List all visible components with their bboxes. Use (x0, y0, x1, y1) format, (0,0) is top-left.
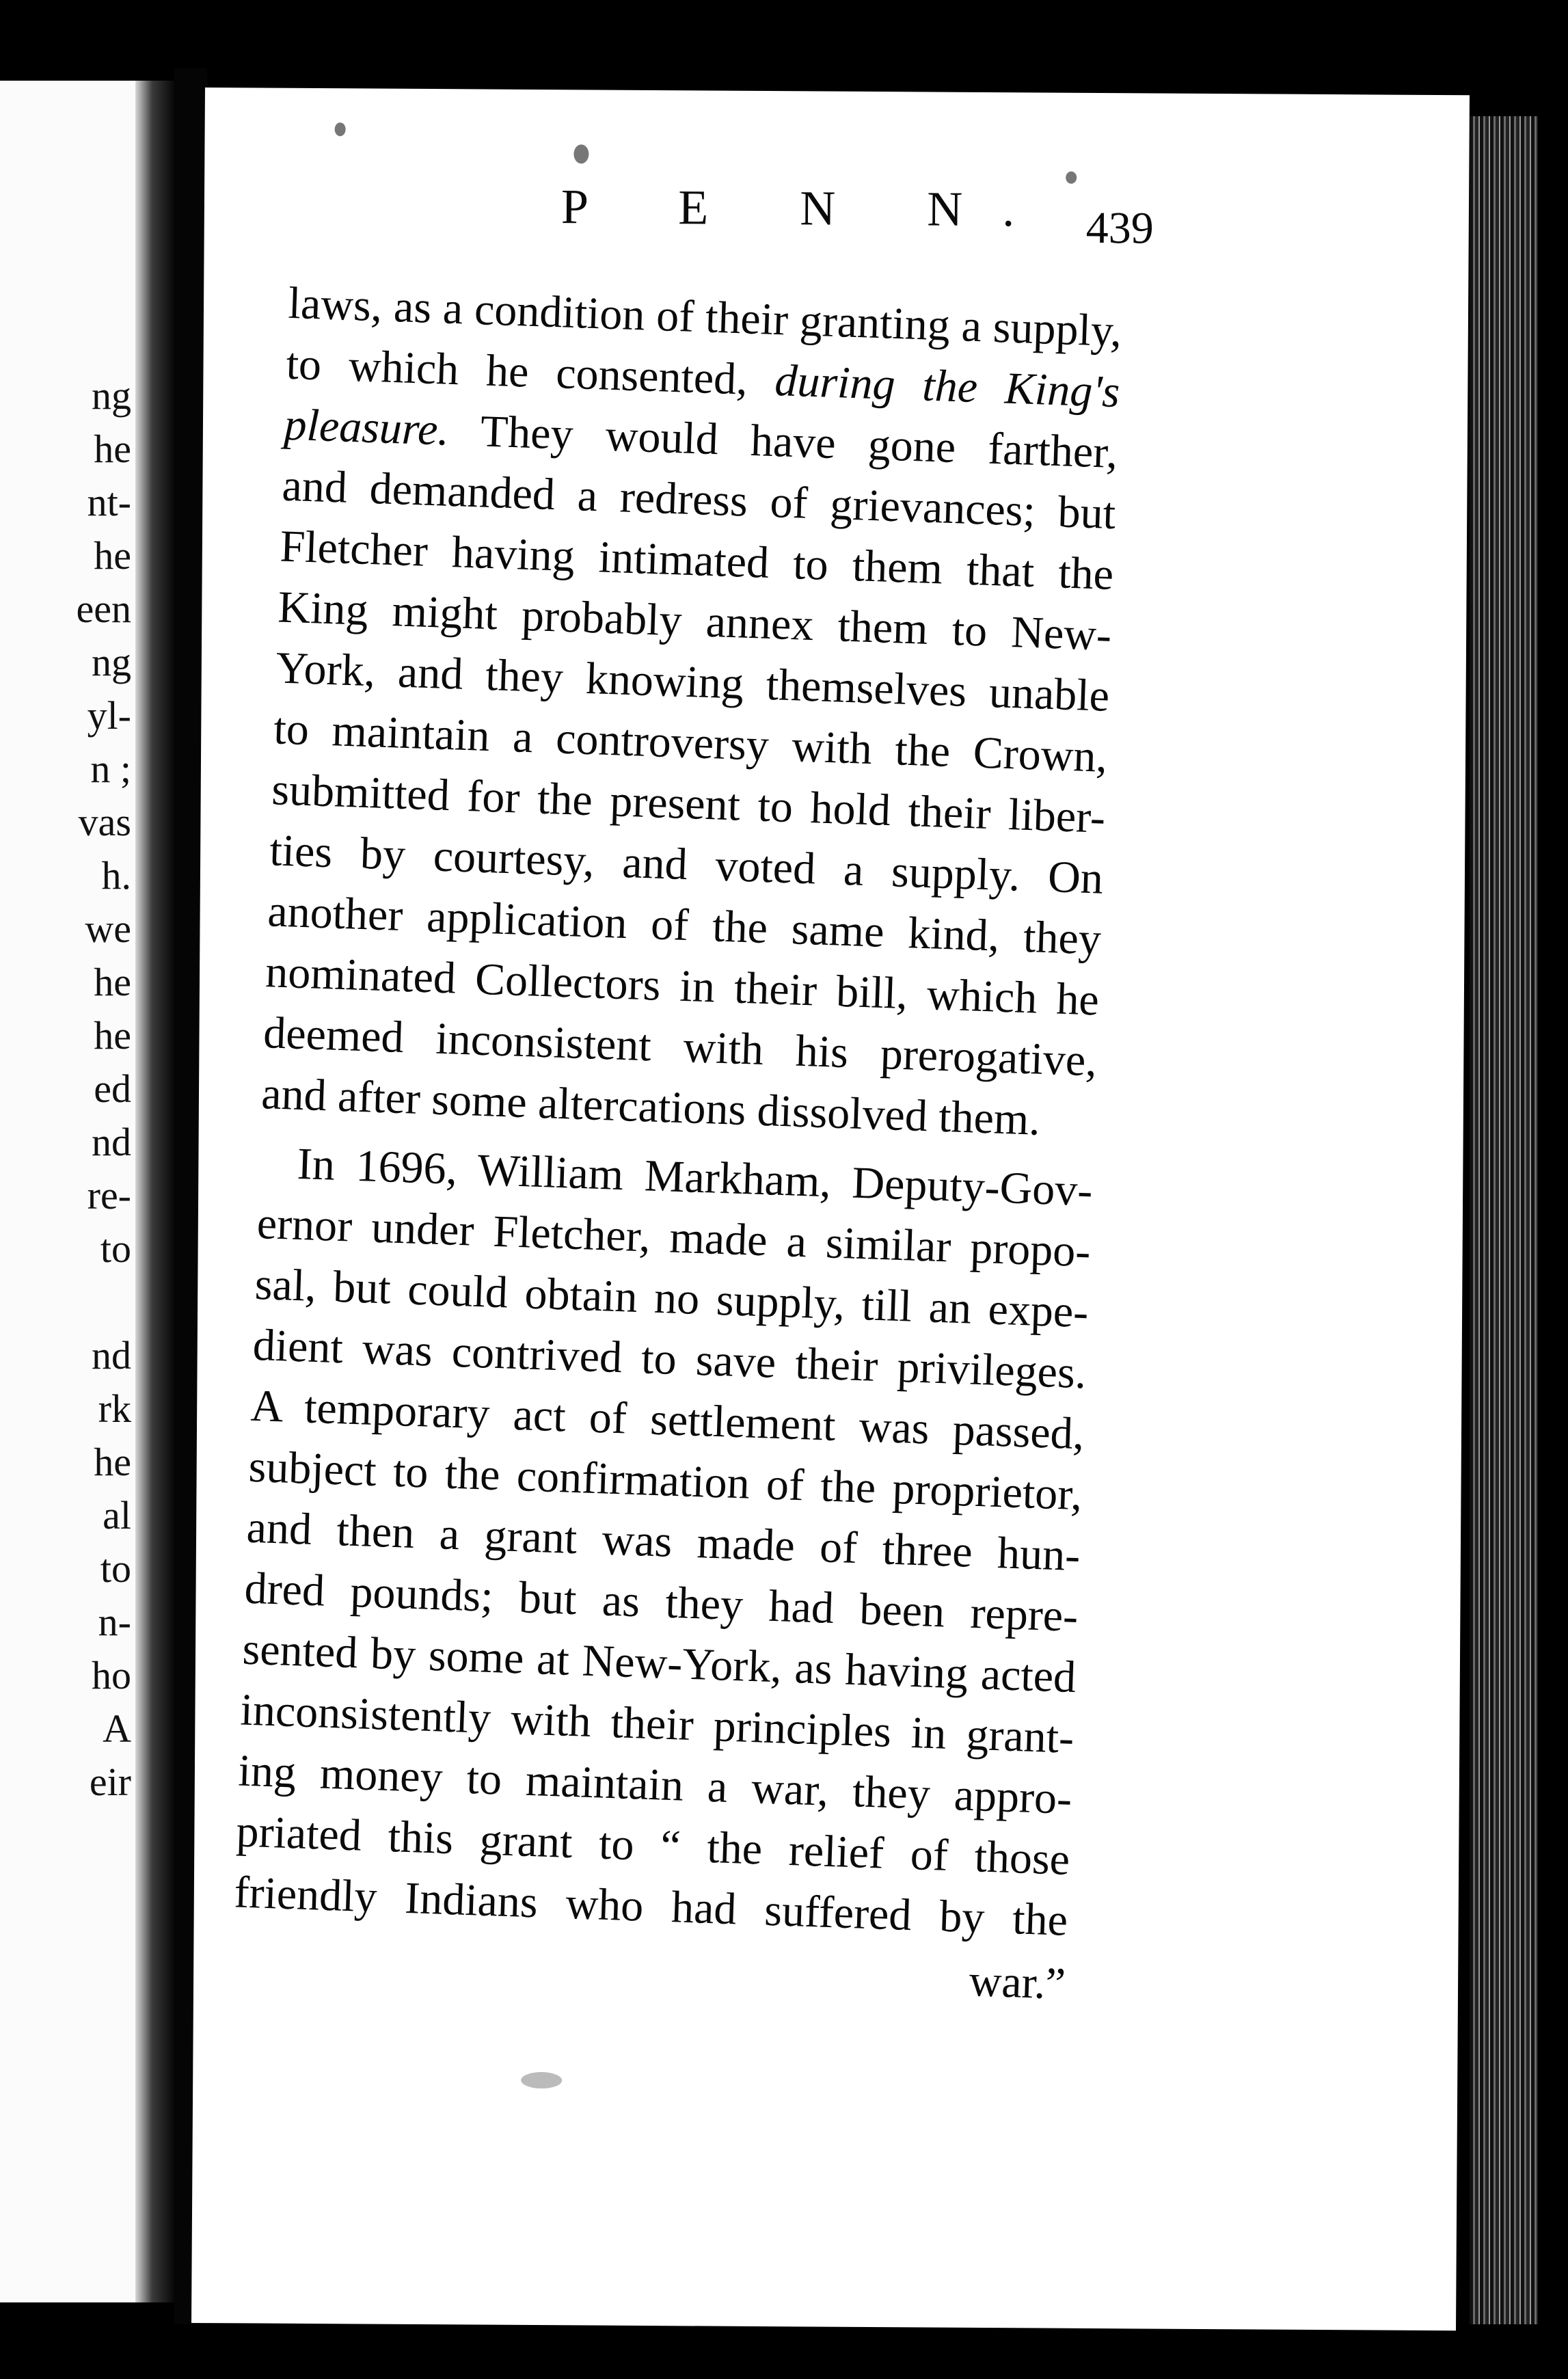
italic-phrase: pleasure. (283, 399, 450, 455)
text-line: In 1696, William Markham, Deputy-Gov- (296, 1138, 1094, 1216)
left-page-fragment: he (94, 427, 131, 471)
left-page-fragment: he (94, 1013, 131, 1058)
left-page-fragment: nd (92, 1120, 131, 1164)
text-line: and then a grant was made of three hun- (245, 1502, 1081, 1581)
left-page-fragment: n- (98, 1600, 131, 1644)
right-page (191, 88, 1470, 2330)
left-page-fragment: we (85, 906, 131, 951)
text-line: dient was contrived to save their privileges. (252, 1319, 1087, 1399)
left-page-fragment: h. (101, 853, 131, 898)
left-page-fragment: to (100, 1546, 131, 1591)
paper-speck (1066, 172, 1077, 184)
left-page-fragment: een (76, 587, 131, 631)
paper-speck (521, 2072, 562, 2088)
text-line: to which he consented, during the King's (285, 338, 1121, 418)
text-line: friendly Indians who had suffered by the (233, 1867, 1069, 1946)
text-line: and after some altercations dissolved them. (260, 1068, 1042, 1145)
text-line: ing money to maintain a war, they appro- (237, 1745, 1073, 1824)
text-line: sal, but could obtain no supply, till an expe- (254, 1259, 1090, 1338)
text-line: priated this grant to “ the relief of those (235, 1806, 1071, 1885)
left-page-fragment: he (94, 1440, 131, 1484)
text-line: inconsistently with their principles in grant- (239, 1684, 1075, 1764)
page-edges (1470, 116, 1538, 2324)
left-page-gutter-shadow (135, 81, 178, 2302)
text-line: York, and they knowing themselves unable (275, 643, 1111, 721)
text-line: and demanded a redress of grievances; but (281, 460, 1117, 539)
catchword: war.” (968, 1956, 1067, 2009)
left-page-fragment: ng (92, 640, 131, 684)
left-page-fragment: ed (94, 1066, 131, 1111)
left-page-fragment: vas (78, 800, 131, 844)
text-line: to maintain a controversy with the Crown, (273, 703, 1109, 782)
left-page-fragment: to (100, 1226, 131, 1271)
left-page-fragment: re- (87, 1173, 131, 1218)
text-line: laws, as a condition of their granting a supply, (287, 278, 1123, 357)
italic-phrase: during the King's (774, 355, 1121, 418)
text-line: dred pounds; but as they had been repre- (243, 1563, 1079, 1642)
left-page-fragment: n ; (90, 747, 131, 791)
left-page-fragment: al (103, 1493, 131, 1537)
text-line: deemed inconsistent with his prerogative, (262, 1008, 1098, 1086)
left-page-fragment: he (94, 960, 131, 1004)
paper-speck (335, 122, 346, 136)
left-page-fragment: he (94, 533, 131, 578)
text-line: sented by some at New-York, as having acted (241, 1624, 1077, 1703)
left-page-fragment: rk (98, 1386, 131, 1431)
text-line: subject to the confirmation of the proprietor, (247, 1441, 1083, 1520)
text-line: King might probably annex them to New- (277, 582, 1113, 660)
text-line: Fletcher having intimated to them that the (279, 521, 1115, 600)
text-line: another application of the same kind, they (267, 886, 1103, 965)
left-page-fragment: A (103, 1706, 131, 1751)
text-line: nominated Collectors in their bill, which he (265, 947, 1100, 1025)
left-page-fragment: yl- (87, 693, 131, 738)
left-page-fragment: nt- (87, 480, 131, 524)
paper-speck (573, 144, 589, 163)
text-line: pleasure. They would have gone farther, (283, 399, 1119, 479)
left-page-fragment: ho (92, 1653, 131, 1697)
left-page-fragment: nd (92, 1333, 131, 1377)
body-text (231, 273, 1123, 2015)
text-line: ernor under Fletcher, made a similar propo- (256, 1198, 1092, 1277)
page-number: 439 (1085, 202, 1154, 254)
left-page-fragment: ng (92, 373, 131, 418)
text-line: ties by courtesy, and voted a supply. On (269, 825, 1105, 904)
text-line: A temporary act of settlement was passed, (249, 1380, 1085, 1460)
running-head-title: P E N N. (560, 179, 1055, 237)
left-page-fragment: eir (89, 1760, 131, 1804)
text-line: submitted for the present to hold their liber- (271, 764, 1107, 843)
